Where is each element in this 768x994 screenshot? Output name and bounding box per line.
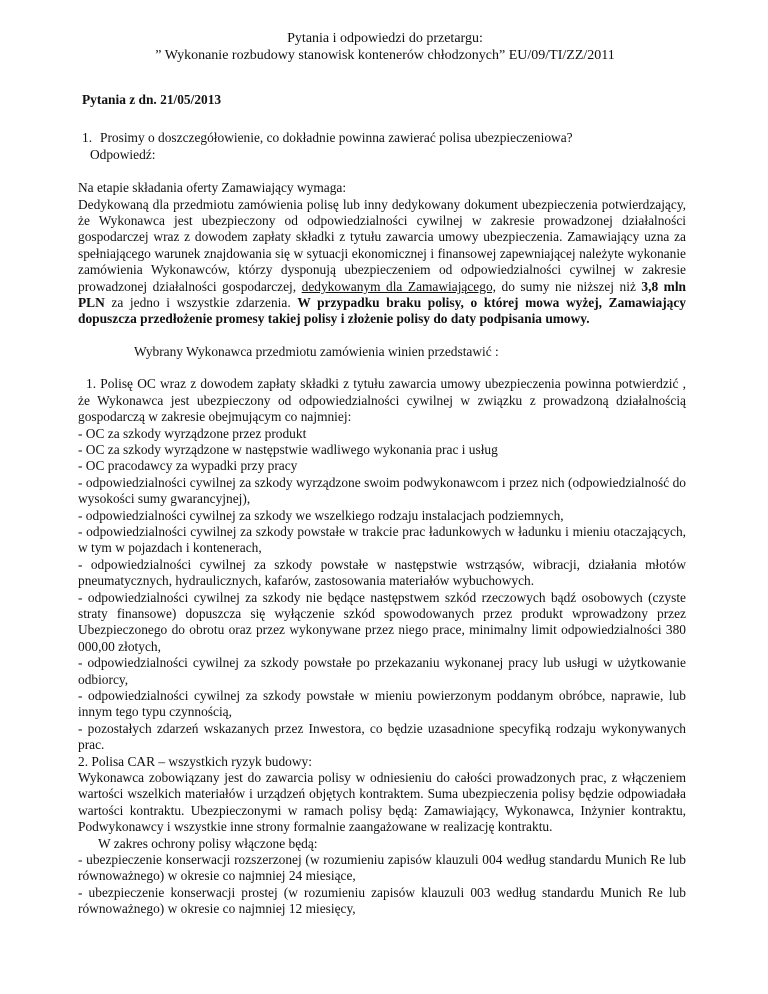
answer-underlined: dedykowanym dla Zamawiającego, — [301, 278, 496, 294]
answer-label: Odpowiedź: — [90, 146, 156, 162]
oc-item: - OC za szkody wyrządzone przez produkt — [78, 425, 307, 441]
oc-intro: 1. Polisę OC wraz z dowodem zapłaty składki z tytułu zawarcia umowy ubezpieczenia powinna potwierdzić , że Wykonawca jest ubezpieczony od odpowiedzialności cywilnej w związku z prowadzoną działalnością gospodarczą w zakresie obejmującym co najmniej: — [78, 376, 686, 425]
car-item: - ubezpieczenie konserwacji rozszerzonej (w rozumieniu zapisów klauzuli 004 według standardu Munich Re lub równoważnego) w okresie co najmniej 24 miesiące, — [78, 852, 686, 884]
selected-intro: Wybrany Wykonawca przedmiotu zamówienia winien przedstawić : — [134, 343, 499, 359]
header-subject: ” Wykonanie rozbudowy stanowisk kontenerów chłodzonych” EU/09/TI/ZZ/2011 — [155, 48, 615, 63]
answer-text-2: do sumy nie niższej niż — [496, 278, 636, 294]
car-item: - ubezpieczenie konserwacji prostej (w rozumieniu zapisów klauzuli 003 według standardu Munich Re lub równoważnego) w okresie co najmniej 12 miesięcy, — [78, 884, 686, 917]
oc-item: - odpowiedzialności cywilnej za szkody powstałe w następstwie wstrząsów, wibracji, działania młotów pneumatycznych, hydraulicznych, kafarów, zastosowania materiałów wybuchowych. — [78, 556, 686, 589]
answer-text-3: za jedno i wszystkie zdarzenia. — [111, 295, 291, 311]
car-heading: 2. Polisa CAR – wszystkich ryzyk budowy: — [78, 753, 312, 769]
answer-text-1: Dedykowaną dla przedmiotu zamówienia polisę lub inny dedykowany dokument ubezpieczenia potwierdzający, że Wykonawca jest ubezpieczony od odpowiedzialności cywilnej w zakresie prowadzonej działalności gospodarczej wraz z dowodem zapłaty składki z tytułu zawarcia umowy ubezpieczenia. Zamawiający uzna za spełniającego warunek znajdowania się w sytuacji ekonomicznej i finansowej zapewniającej należyte wykonanie zamówienia Wykonawców, którzy dysponują ubezpieczeniem od odpowiedzialności cywilnej w zakresie prowadzonej działalności gospodarczej, — [78, 196, 686, 294]
header-title: Pytania i odpowiedzi do przetargu: — [287, 31, 483, 46]
answer-bold-note: W przypadku braku polisy, o której mowa wyżej, Zamawiający dopuszcza przedłożenie promesy takiej polisy i złożenie polisy do daty podpisania umowy. — [78, 295, 686, 327]
oc-item: - OC za szkody wyrządzone w następstwie wadliwego wykonania prac i usług — [78, 441, 498, 457]
oc-item: - odpowiedzialności cywilnej za szkody powstałe po przekazaniu wykonanej pracy lub usługi w użytkowanie odbiorcy, — [78, 655, 686, 687]
oc-item: - odpowiedzialności cywilnej za szkody powstałe w mieniu powierzonym poddanym obróbce, naprawie, lub innym tego typu czynnością, — [78, 688, 686, 720]
document-header — [84, 30, 686, 64]
oc-item: - odpowiedzialności cywilnej za szkody nie będące następstwem szkód rzeczowych bądź osobowych (czyste straty finansowe) dopuszcza się wyłączenie szkód spowodowanych przez produkt wprowadzony przez Ubezpieczonego do obrotu oraz przez wykonywane przez niego prace, minimalny limit odpowiedzialności 380 000,00 złotych, — [78, 589, 686, 654]
question-text: Prosimy o doszczegółowienie, co dokładnie powinna zawierać polisa ubezpieczeniowa? — [100, 130, 573, 146]
question — [82, 130, 686, 163]
answer-paragraph — [78, 197, 686, 328]
question-number: 1. — [82, 130, 93, 146]
answer-amount: 3,8 mln PLN — [78, 278, 686, 311]
oc-section — [78, 376, 686, 753]
car-paragraph: Wykonawca zobowiązany jest do zawarcia polisy w odniesieniu do całości prowadzonych prac, z włączeniem wartości wszelkich materiałów i urządzeń objętych kontraktem. Suma ubezpieczenia polisy będzie odpowiadała wartości kontraktu. Ubezpieczonymi w ramach polisy będą: Zamawiający, Wykonawca, Inżynier kontraktu, Podwykonawcy i wszystkie inne strony formalnie zaangażowane w realizację kontraktu. — [78, 770, 686, 835]
oc-item: - pozostałych zdarzeń wskazanych przez Inwestora, co będzie uzasadnione specyfiką rodzaju wykonywanych prac. — [78, 720, 686, 753]
oc-item: - odpowiedzialności cywilnej za szkody wyrządzone swoim podwykonawcom i przez nich (odpowiedzialność do wysokości sumy gwarancyjnej), — [78, 474, 686, 507]
car-section — [78, 754, 686, 918]
answer-block — [78, 180, 686, 328]
oc-item: - OC pracodawcy za wypadki przy pracy — [78, 458, 298, 474]
oc-item: - odpowiedzialności cywilnej za szkody we wszelkiego rodzaju instalacjach podziemnych, — [78, 507, 564, 523]
car-scope-intro: W zakres ochrony polisy włączone będą: — [98, 835, 318, 851]
date-heading: Pytania z dn. 21/05/2013 — [82, 92, 222, 107]
oc-item: - odpowiedzialności cywilnej za szkody powstałe w trakcie prac ładunkowych w ładunku i mieniu otaczających, w tym w pojazdach i kontenerach, — [78, 523, 686, 556]
answer-intro: Na etapie składania oferty Zamawiający wymaga: — [78, 180, 347, 196]
